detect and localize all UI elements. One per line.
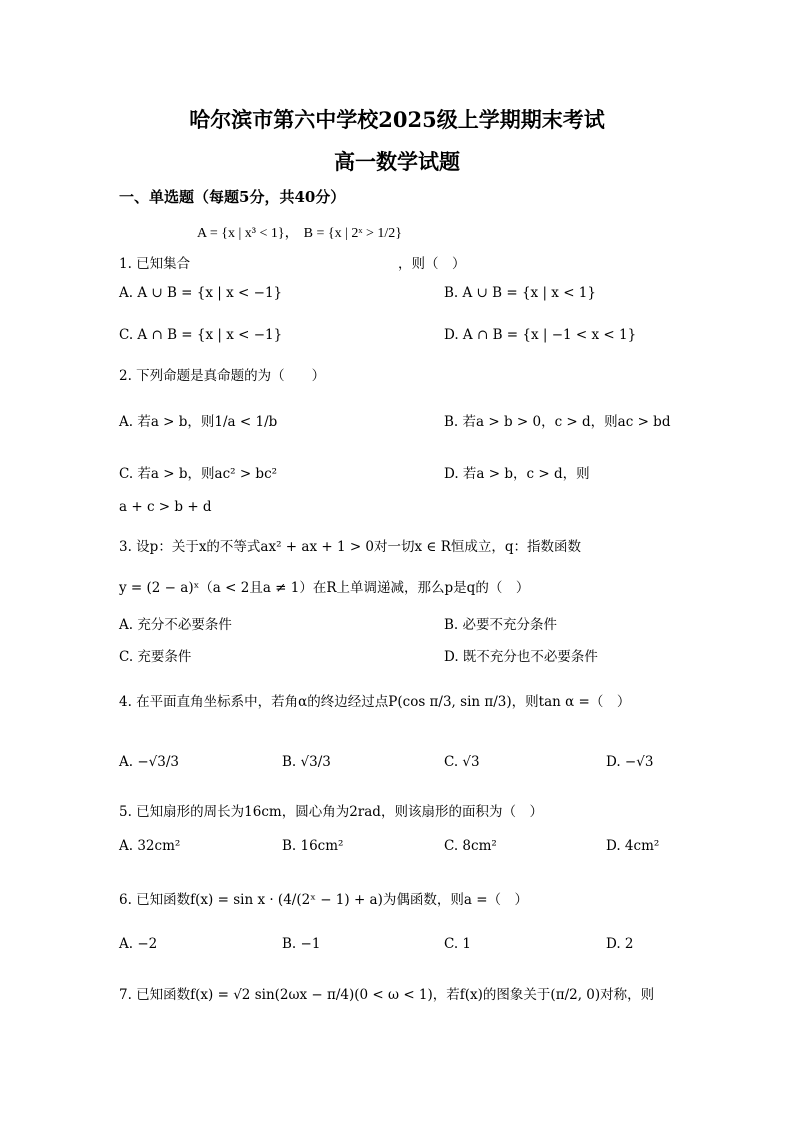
q6-option-c: C. 1 (444, 936, 472, 952)
q3-stem-line2: y = (2 − a)ˣ（a < 2且a ≠ 1）在R上单调递减，那么p是q的（ ） (119, 580, 530, 596)
exam-title: 哈尔滨市第六中学校2025级上学期期末考试 (189, 107, 605, 132)
q2-option-d: D. 若a > b，c > d，则 (444, 466, 590, 482)
q3-stem-line1: 3. 设p：关于x的不等式ax² + ax + 1 > 0对一切x ∈ R恒成立，q：指数函数 (119, 539, 582, 555)
q1-set-a: A = {x | x³ < 1} (197, 226, 285, 241)
q2-option-a: A. 若a > b，则1/a < 1/b (119, 414, 278, 430)
q5-option-c: C. 8cm² (444, 838, 497, 854)
q6-option-d: D. 2 (606, 936, 634, 952)
q2-stem: 2. 下列命题是真命题的为（ ） (119, 368, 326, 384)
q1-stem-tail: ，则（ ） (398, 256, 466, 272)
q1-stem-text: 1. 已知集合 (119, 256, 191, 272)
q3-option-d: D. 既不充分也不必要条件 (444, 649, 598, 665)
q5-option-a: A. 32cm² (119, 838, 181, 854)
q4-stem: 4. 在平面直角坐标系中，若角α的终边经过点P(cos π/3, sin π/3)，则tan α =（ ） (119, 694, 631, 710)
exam-subtitle: 高一数学试题 (334, 149, 460, 174)
q2-option-b: B. 若a > b > 0，c > d，则ac > bd (444, 414, 671, 430)
q4-option-c: C. √3 (444, 754, 480, 770)
q4-option-b: B. √3/3 (282, 754, 331, 770)
q1-option-d: D. A ∩ B = {x | −1 < x < 1} (444, 327, 637, 343)
q3-option-a: A. 充分不必要条件 (119, 617, 232, 633)
q7-stem: 7. 已知函数f(x) = √2 sin(2ωx − π/4)(0 < ω < 1)，若f(x)的图象关于(π/2, 0)对称，则 (119, 987, 655, 1003)
q5-option-d: D. 4cm² (606, 838, 660, 854)
q1-option-a: A. A ∪ B = {x | x < −1} (119, 285, 283, 301)
q6-option-b: B. −1 (282, 936, 321, 952)
q1-stem (119, 252, 190, 272)
q1-option-b: B. A ∪ B = {x | x < 1} (444, 285, 596, 301)
q2-option-d-continued: a + c > b + d (119, 499, 212, 515)
q4-option-d: D. −√3 (606, 754, 654, 770)
section-heading: 一、单选题（每题5分，共40分） (119, 188, 346, 206)
q1-set-b: B = {x | 2ˣ > 1/2} (303, 226, 402, 241)
q6-stem: 6. 已知函数f(x) = sin x · (4/(2ˣ − 1) + a)为偶函数，则a =（ ） (119, 892, 529, 908)
q3-option-c: C. 充要条件 (119, 649, 192, 665)
q6-option-a: A. −2 (119, 936, 158, 952)
q1-option-c: C. A ∩ B = {x | x < −1} (119, 327, 283, 343)
q5-option-b: B. 16cm² (282, 838, 344, 854)
q3-option-b: B. 必要不充分条件 (444, 617, 558, 633)
q1-set-formula: A = {x | x³ < 1}， B = {x | 2ˣ > 1/2} (197, 226, 402, 241)
q5-stem: 5. 已知扇形的周长为16cm，圆心角为2rad，则该扇形的面积为（ ） (119, 804, 543, 820)
q2-option-c: C. 若a > b，则ac² > bc² (119, 466, 278, 482)
q4-option-a: A. −√3/3 (119, 754, 179, 770)
